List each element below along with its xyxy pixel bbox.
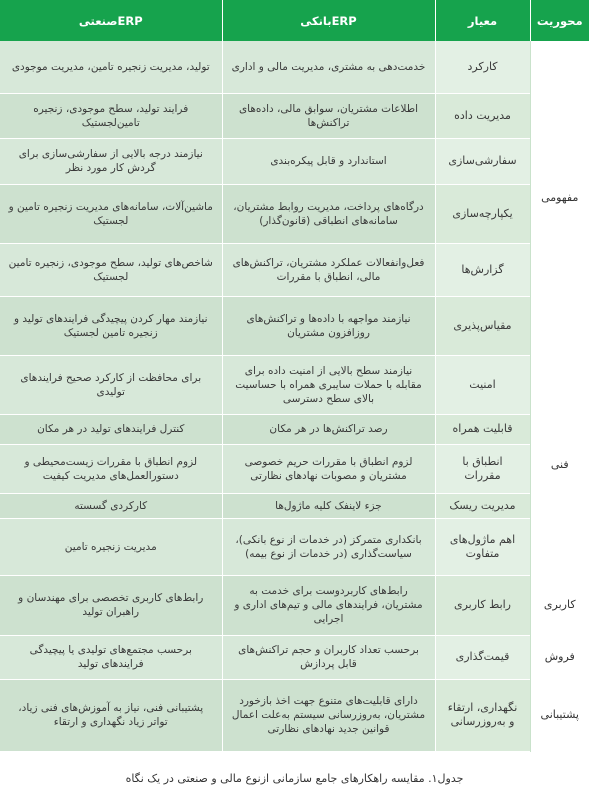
industrial-cell: رابط‌های کاربری تخصصی برای مهندسان و راهبران تولید bbox=[0, 575, 222, 635]
bank-cell: بانکداری متمرکز (در خدمات از نوع بانکی)، سیاست‌گذاری (در خدمات از نوع بیمه) bbox=[222, 518, 435, 575]
criterion-cell: انطباق با مقررات bbox=[435, 444, 530, 493]
table-row bbox=[0, 184, 589, 243]
industrial-cell: تولید، مدیریت زنجیره تامین، مدیریت موجودی bbox=[0, 41, 222, 93]
bank-cell: رصد تراکنش‌ها در هر مکان bbox=[222, 414, 435, 444]
table-row bbox=[0, 138, 589, 184]
criterion-cell: یکپارچه‌سازی bbox=[435, 184, 530, 243]
axis-cell: کاربری bbox=[530, 575, 589, 635]
bank-cell: لزوم انطباق با مقررات حریم خصوصی مشتریان و مصوبات نهادهای نظارتی bbox=[222, 444, 435, 493]
industrial-cell: شاخص‌های تولید، سطح موجودی، زنجیره تامین لجستیک bbox=[0, 243, 222, 296]
axis-cell: پشتیبانی bbox=[530, 679, 589, 751]
criterion-cell: سفارشی‌سازی bbox=[435, 138, 530, 184]
criterion-cell: گزارش‌ها bbox=[435, 243, 530, 296]
table-header-row bbox=[0, 0, 589, 41]
industrial-cell: پشتیبانی فنی، نیاز به آموزش‌های فنی زیاد، تواتر زیاد نگهداری و ارتقاء bbox=[0, 679, 222, 751]
table-row bbox=[0, 414, 589, 444]
bank-cell: فعل‌وانفعالات عملکرد مشتریان، تراکنش‌های مالی، انطباق با مقررات bbox=[222, 243, 435, 296]
industrial-cell: فرایند تولید، سطح موجودی، زنجیره تامین‌لجستیک bbox=[0, 93, 222, 138]
bank-cell: رابط‌های کاربردوست برای خدمت به مشتریان، فرایندهای مالی و تیم‌های اداری و اجرایی bbox=[222, 575, 435, 635]
table-row bbox=[0, 679, 589, 751]
header-criterion: معیار bbox=[435, 0, 530, 41]
industrial-cell: کارکردی گسسته bbox=[0, 493, 222, 518]
bank-cell: نیازمند مواجهه با داده‌ها و تراکنش‌های روزافزون مشتریان bbox=[222, 296, 435, 355]
table-row bbox=[0, 355, 589, 414]
table-row bbox=[0, 296, 589, 355]
bank-cell: برحسب تعداد کاربران و حجم تراکنش‌های قابل پردازش bbox=[222, 635, 435, 679]
header-bank-erp: ERPبانکی bbox=[222, 0, 435, 41]
bank-cell: خدمت‌دهی به مشتری، مدیریت مالی و اداری bbox=[222, 41, 435, 93]
industrial-cell: برای محافظت از کارکرد صحیح فرایندهای تولیدی bbox=[0, 355, 222, 414]
bank-cell: درگاه‌های پرداخت، مدیریت روابط مشتریان، سامانه‌های انطباقی (قانون‌گذار) bbox=[222, 184, 435, 243]
bank-cell: استاندارد و قابل پیکره‌بندی bbox=[222, 138, 435, 184]
table-row bbox=[0, 243, 589, 296]
table-row bbox=[0, 635, 589, 679]
table-row bbox=[0, 575, 589, 635]
industrial-cell: نیازمند درجه بالایی از سفارشی‌سازی برای گردش کار مورد نظر bbox=[0, 138, 222, 184]
criterion-cell: قابلیت همراه bbox=[435, 414, 530, 444]
bank-cell: نیازمند سطح بالایی از امنیت داده برای مقابله با حملات سایبری همراه با حساسیت بالای سطح دسترسی bbox=[222, 355, 435, 414]
table-row bbox=[0, 444, 589, 493]
criterion-cell: امنیت bbox=[435, 355, 530, 414]
bank-cell: جزء لاینفک کلیه ماژول‌ها bbox=[222, 493, 435, 518]
table-row bbox=[0, 518, 589, 575]
header-industrial-erp: ERPصنعتی bbox=[0, 0, 222, 41]
table-row bbox=[0, 493, 589, 518]
table-row bbox=[0, 41, 589, 93]
criterion-cell: نگهداری، ارتقاء و به‌روزرسانی bbox=[435, 679, 530, 751]
criterion-cell: مدیریت ریسک bbox=[435, 493, 530, 518]
bank-cell: اطلاعات مشتریان، سوابق مالی، داده‌های تراکنش‌ها bbox=[222, 93, 435, 138]
criterion-cell: مدیریت داده bbox=[435, 93, 530, 138]
criterion-cell: قیمت‌گذاری bbox=[435, 635, 530, 679]
industrial-cell: ماشین‌آلات، سامانه‌های مدیریت زنجیره تامین و لجستیک bbox=[0, 184, 222, 243]
axis-cell: مفهومی bbox=[530, 41, 589, 355]
bank-cell: دارای قابلیت‌های متنوع جهت اخذ بازخورد مشتریان، به‌روزرسانی سیستم به‌علت اعمال قوانین جدید نهادهای نظارتی bbox=[222, 679, 435, 751]
industrial-cell: لزوم انطباق با مقررات زیست‌محیطی و دستورالعمل‌های مدیریت کیفیت bbox=[0, 444, 222, 493]
criterion-cell: اهم ماژول‌های متفاوت bbox=[435, 518, 530, 575]
industrial-cell: برحسب مجتمع‌های تولیدی یا پیچیدگی فرایندهای تولید bbox=[0, 635, 222, 679]
industrial-cell: نیازمند مهار کردن پیچیدگی فرایندهای تولید و زنجیره تامین لجستیک bbox=[0, 296, 222, 355]
axis-cell: فروش bbox=[530, 635, 589, 679]
criterion-cell: رابط کاربری bbox=[435, 575, 530, 635]
industrial-cell: مدیریت زنجیره تامین bbox=[0, 518, 222, 575]
table-row bbox=[0, 93, 589, 138]
table-caption: جدول۱. مقایسه راهکارهای جامع سازمانی ازنوع مالی و صنعتی در یک نگاه bbox=[125, 772, 464, 785]
industrial-cell: کنترل فرایندهای تولید در هر مکان bbox=[0, 414, 222, 444]
criterion-cell: کارکرد bbox=[435, 41, 530, 93]
axis-cell: فنی bbox=[530, 355, 589, 575]
header-axis: محوریت bbox=[530, 0, 589, 41]
criterion-cell: مقیاس‌پذیری bbox=[435, 296, 530, 355]
